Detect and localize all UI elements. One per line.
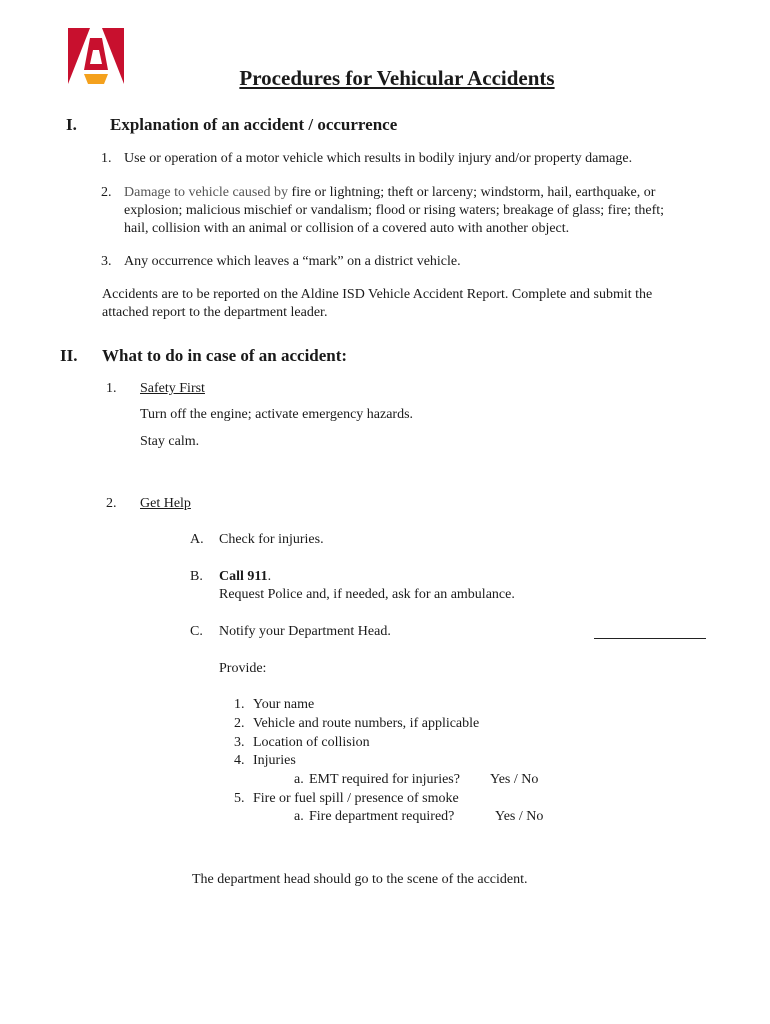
section-2-heading: What to do in case of an accident: xyxy=(102,346,348,365)
step-2b-letter: B. xyxy=(190,569,203,584)
item-1-number: 1. xyxy=(101,151,112,166)
step-2-number: 2. xyxy=(106,496,117,511)
emt-yes-no[interactable]: Yes / No xyxy=(490,772,539,787)
step-1-number: 1. xyxy=(106,381,117,396)
provide-2-number: 2. xyxy=(234,716,245,731)
section-1-number: I. xyxy=(66,115,77,134)
item-3-text: Any occurrence which leaves a “mark” on a district vehicle. xyxy=(124,254,461,269)
provide-4-text: Injuries xyxy=(253,753,296,768)
closing-statement: The department head should go to the scene of the accident. xyxy=(192,872,528,887)
fire-dept-yes-no[interactable]: Yes / No xyxy=(495,809,544,824)
provide-2-text: Vehicle and route numbers, if applicable xyxy=(253,716,480,731)
item-2-line-2: explosion; malicious mischief or vandalism; flood or rising waters; breakage of glass; fire; theft; xyxy=(124,203,665,218)
report-note-line-1: Accidents are to be reported on the Aldine ISD Vehicle Accident Report. Complete and submit the xyxy=(102,287,653,302)
item-2-line-1 xyxy=(124,185,655,201)
provide-3-number: 3. xyxy=(234,735,245,750)
step-2a-letter: A. xyxy=(190,532,204,547)
step-1-line-1: Turn off the engine; activate emergency hazards. xyxy=(140,407,414,422)
provide-4a-letter: a. xyxy=(294,772,304,787)
provide-4-number: 4. xyxy=(234,753,245,768)
section-2-number: II. xyxy=(60,346,78,365)
item-3-number: 3. xyxy=(101,254,112,269)
call-911-period: . xyxy=(267,569,272,584)
step-2a-text: Check for injuries. xyxy=(219,532,324,547)
provide-3-text: Location of collision xyxy=(253,735,370,750)
item-2-number: 2. xyxy=(101,185,112,200)
item-1-text: Use or operation of a motor vehicle which results in bodily injury and/or property damage. xyxy=(124,151,633,166)
signature-blank-line xyxy=(594,638,706,639)
page-title: Procedures for Vehicular Accidents xyxy=(239,66,555,90)
provide-1-text: Your name xyxy=(253,697,315,712)
step-2b-line-1 xyxy=(219,569,271,585)
section-1-heading: Explanation of an accident / occurrence xyxy=(110,115,398,134)
provide-label: Provide: xyxy=(219,661,267,676)
provide-5-text: Fire or fuel spill / presence of smoke xyxy=(253,791,459,806)
provide-5-number: 5. xyxy=(234,791,245,806)
item-2-line-1-rest: fire or lightning; theft or larceny; windstorm, hail, earthquake, or xyxy=(288,185,656,200)
step-1-title: Safety First xyxy=(140,381,205,396)
step-2b-line-2: Request Police and, if needed, ask for an ambulance. xyxy=(219,587,515,602)
provide-5a-text: Fire department required? xyxy=(309,809,455,824)
step-2c-text: Notify your Department Head. xyxy=(219,624,391,639)
step-1-line-2: Stay calm. xyxy=(140,434,200,449)
provide-5a-letter: a. xyxy=(294,809,304,824)
step-2c-letter: C. xyxy=(190,624,203,639)
step-2-title: Get Help xyxy=(140,496,191,511)
provide-1-number: 1. xyxy=(234,697,245,712)
item-2-prefix: Damage to vehicle caused by xyxy=(124,185,289,200)
provide-4a-text: EMT required for injuries? xyxy=(309,772,460,787)
report-note-line-2: attached report to the department leader. xyxy=(102,305,328,320)
call-911: Call 911 xyxy=(219,569,268,584)
item-2-line-3: hail, collision with an animal or collision of a covered auto with another object. xyxy=(124,221,570,236)
